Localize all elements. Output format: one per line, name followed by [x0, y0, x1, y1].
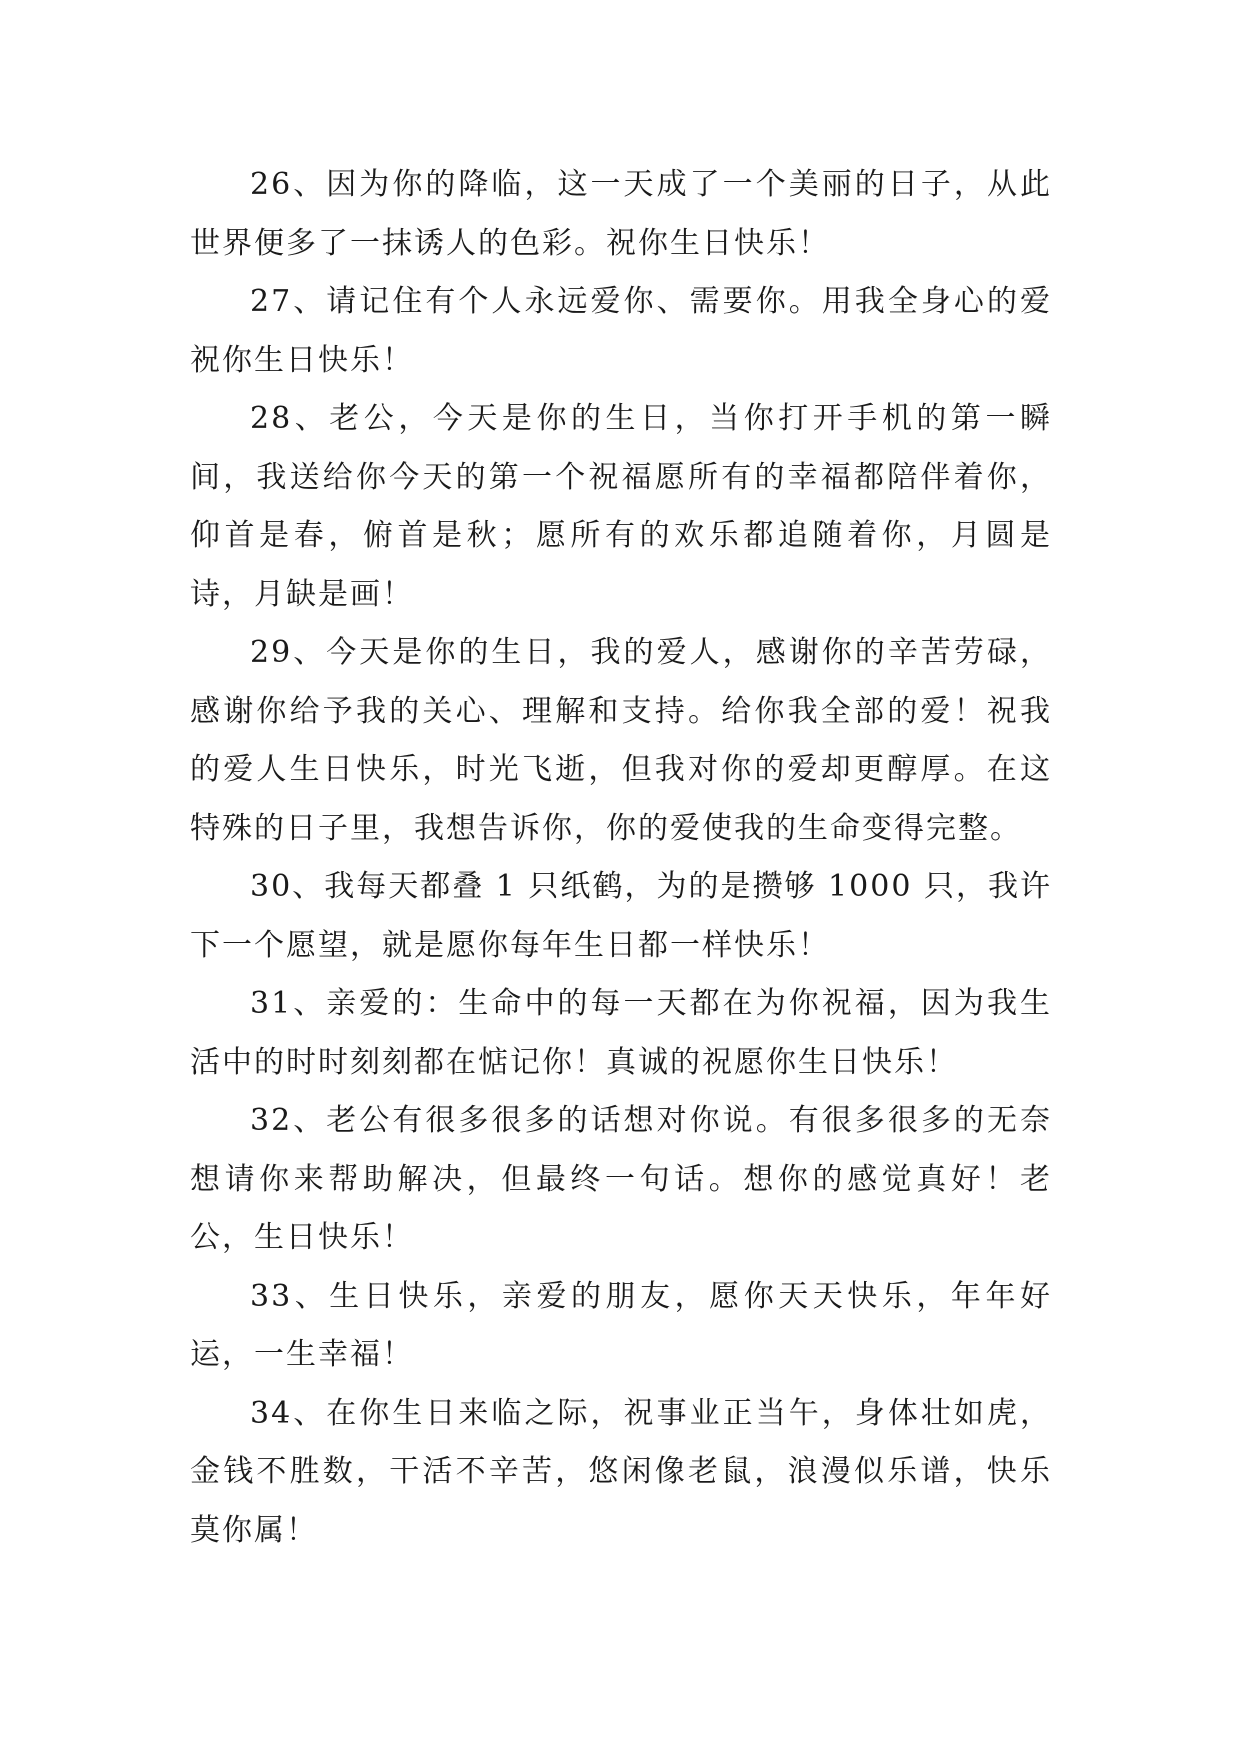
paragraph-33: 33、生日快乐，亲爱的朋友，愿你天天快乐，年年好运，一生幸福！: [190, 1278, 1052, 1372]
paragraph-32: 32、老公有很多很多的话想对你说。有很多很多的无奈想请你来帮助解决，但最终一句话。想你的感觉真好！老公，生日快乐！: [190, 1103, 1052, 1255]
paragraph-28: 28、老公，今天是你的生日，当你打开手机的第一瞬间，我送给你今天的第一个祝福愿所有的幸福都陪伴着你，仰首是春，俯首是秋；愿所有的欢乐都追随着你，月圆是诗，月缺是画！: [190, 401, 1052, 612]
paragraph-34: 34、在你生日来临之际，祝事业正当午，身体壮如虎，金钱不胜数，干活不辛苦，悠闲像老鼠，浪漫似乐谱，快乐莫你属！: [190, 1395, 1052, 1548]
paragraph-27: 27、请记住有个人永远爱你、需要你。用我全身心的爱祝你生日快乐！: [190, 284, 1052, 378]
paragraph-30: 30、我每天都叠 1 只纸鹤，为的是攒够 1000 只，我许下一个愿望，就是愿你每年生日都一样快乐！: [190, 869, 1052, 963]
paragraph-26: 26、因为你的降临，这一天成了一个美丽的日子，从此世界便多了一抹诱人的色彩。祝你生日快乐！: [190, 167, 1052, 261]
document-body: [190, 156, 1052, 1560]
paragraph-29: 29、今天是你的生日，我的爱人，感谢你的辛苦劳碌，感谢你给予我的关心、理解和支持。给你我全部的爱！祝我的爱人生日快乐，时光飞逝，但我对你的爱却更醇厚。在这特殊的日子里，我想告诉你，你的爱使我的生命变得完整。: [190, 635, 1052, 846]
paragraph-31: 31、亲爱的：生命中的每一天都在为你祝福，因为我生活中的时时刻刻都在惦记你！真诚的祝愿你生日快乐！: [190, 986, 1052, 1080]
